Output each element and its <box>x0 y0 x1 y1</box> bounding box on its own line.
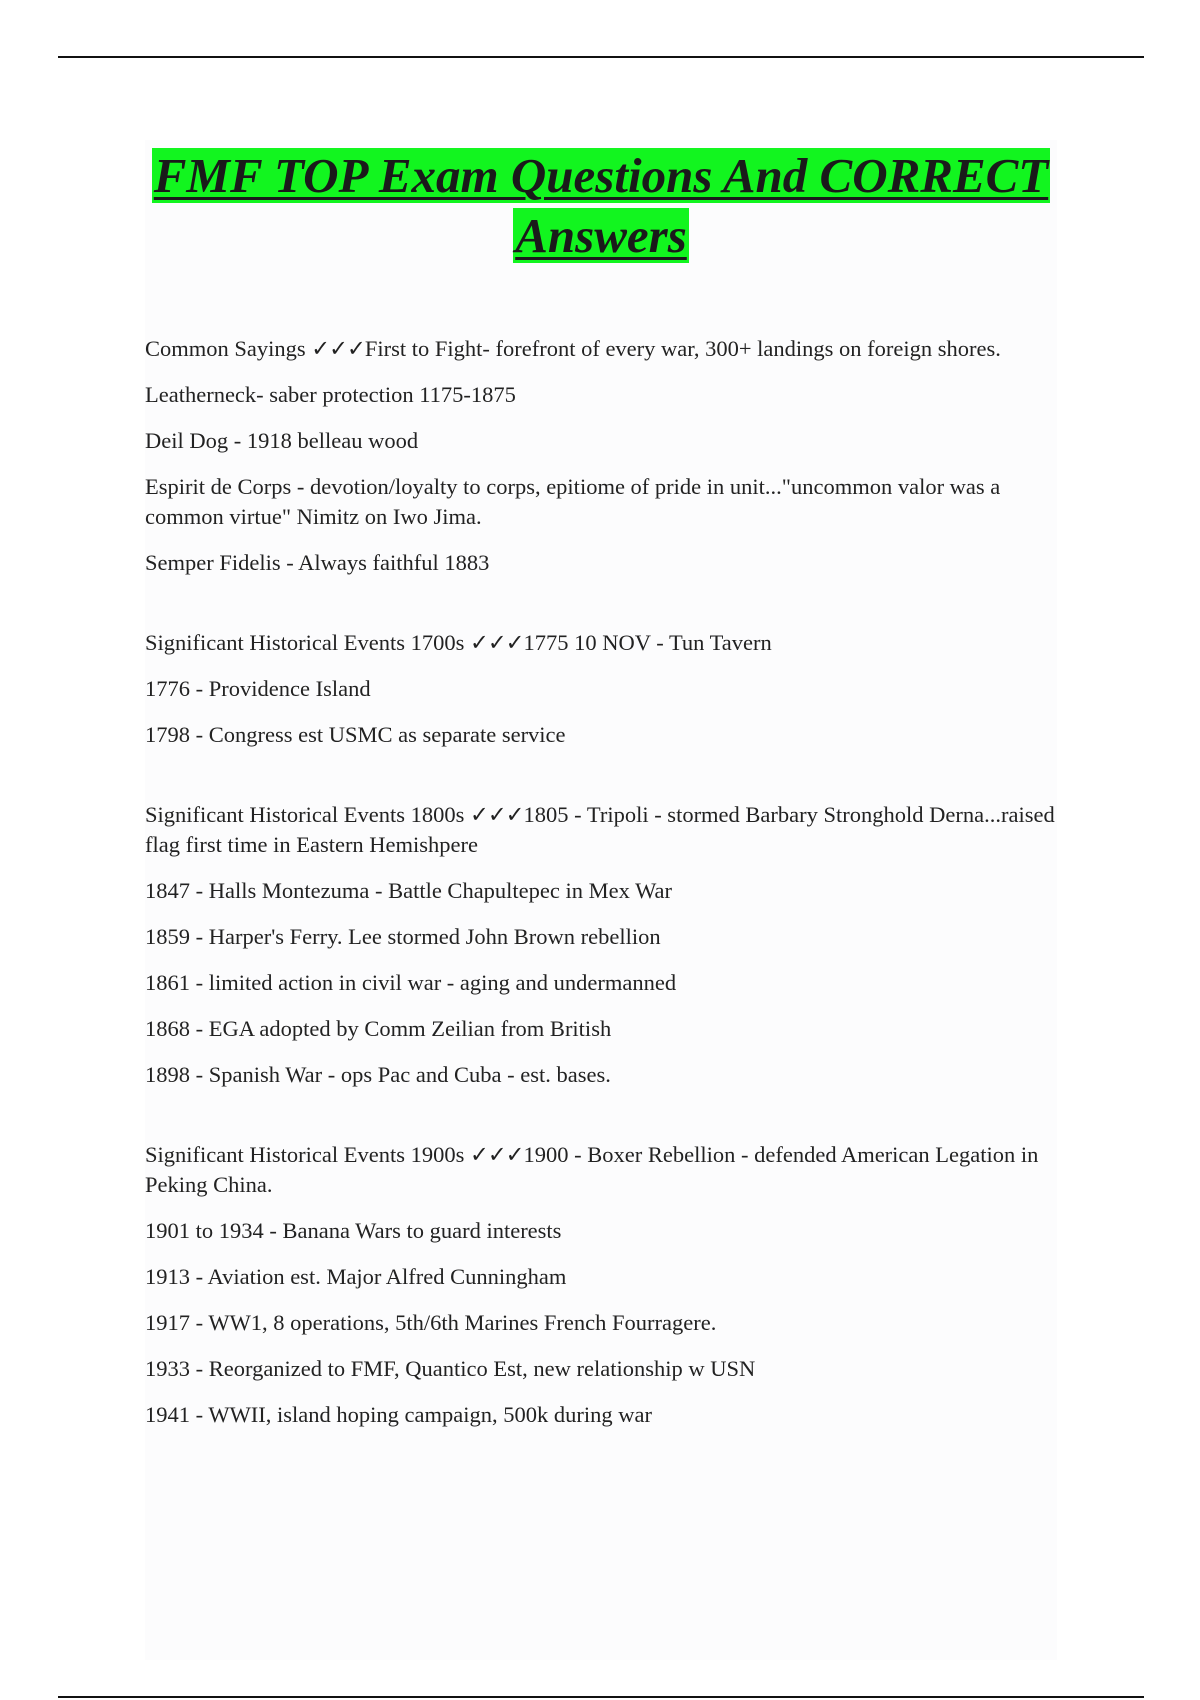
answer-line: 1913 - Aviation est. Major Alfred Cunningham <box>145 1264 567 1289</box>
title-line-2: Answers <box>515 208 687 263</box>
section-1800s <box>145 800 1057 1090</box>
answer-text: First to Fight- forefront of every war, 300+ landings on foreign shores. <box>364 336 1001 361</box>
checkmark-icon: ✓✓✓ <box>469 630 524 655</box>
answer-line: 1859 - Harper's Ferry. Lee stormed John Brown rebellion <box>145 924 661 949</box>
answer-line: Semper Fidelis - Always faithful 1883 <box>145 550 490 575</box>
answer-line: 1798 - Congress est USMC as separate service <box>145 722 566 747</box>
question-text: Significant Historical Events 1900s <box>145 1142 465 1167</box>
question-text: Significant Historical Events 1800s <box>145 802 465 827</box>
checkmark-icon: ✓✓✓ <box>469 802 524 827</box>
answer-line: 1898 - Spanish War - ops Pac and Cuba - est. bases. <box>145 1062 611 1087</box>
top-divider <box>58 56 1144 58</box>
answer-line: 1776 - Providence Island <box>145 676 371 701</box>
checkmark-icon: ✓✓✓ <box>311 336 365 361</box>
qa-sections <box>145 334 1057 1430</box>
answer-line: 1917 - WW1, 8 operations, 5th/6th Marines French Fourragere. <box>145 1310 717 1335</box>
question-line <box>145 1140 1057 1200</box>
answer-text: 1900 - Boxer Rebellion - defended American Legation in Peking China. <box>145 1142 1039 1197</box>
question-line <box>145 800 1057 860</box>
answer-line: Leatherneck- saber protection 1175-1875 <box>145 382 516 407</box>
answer-line: 1847 - Halls Montezuma - Battle Chapultepec in Mex War <box>145 878 673 903</box>
document-page <box>145 140 1057 1660</box>
question-line <box>145 334 1057 364</box>
section-1700s <box>145 628 1057 750</box>
bottom-divider <box>58 1696 1144 1698</box>
question-line <box>145 628 1057 658</box>
answer-line: 1861 - limited action in civil war - aging and undermanned <box>145 970 677 995</box>
answer-line: Espirit de Corps - devotion/loyalty to corps, epitiome of pride in unit..."uncommon valor was a common virtue" Nimitz on Iwo Jima. <box>145 474 1001 529</box>
section-common-sayings <box>145 334 1057 578</box>
answer-line: Deil Dog - 1918 belleau wood <box>145 428 419 453</box>
question-text: Common Sayings <box>145 336 306 361</box>
answer-line: 1901 to 1934 - Banana Wars to guard interests <box>145 1218 562 1243</box>
section-1900s <box>145 1140 1057 1430</box>
answer-text: 1775 10 NOV - Tun Tavern <box>523 630 772 655</box>
question-text: Significant Historical Events 1700s <box>145 630 465 655</box>
answer-line: 1941 - WWII, island hoping campaign, 500k during war <box>145 1402 652 1427</box>
answer-line: 1868 - EGA adopted by Comm Zeilian from British <box>145 1016 612 1041</box>
answer-text: 1805 - Tripoli - stormed Barbary Stronghold Derna...raised flag first time in Eastern Hemishpere <box>145 802 1055 857</box>
checkmark-icon: ✓✓✓ <box>469 1142 524 1167</box>
document-title <box>145 146 1057 266</box>
title-line-1: FMF TOP Exam Questions And CORRECT <box>153 148 1049 203</box>
answer-line: 1933 - Reorganized to FMF, Quantico Est, new relationship w USN <box>145 1356 756 1381</box>
